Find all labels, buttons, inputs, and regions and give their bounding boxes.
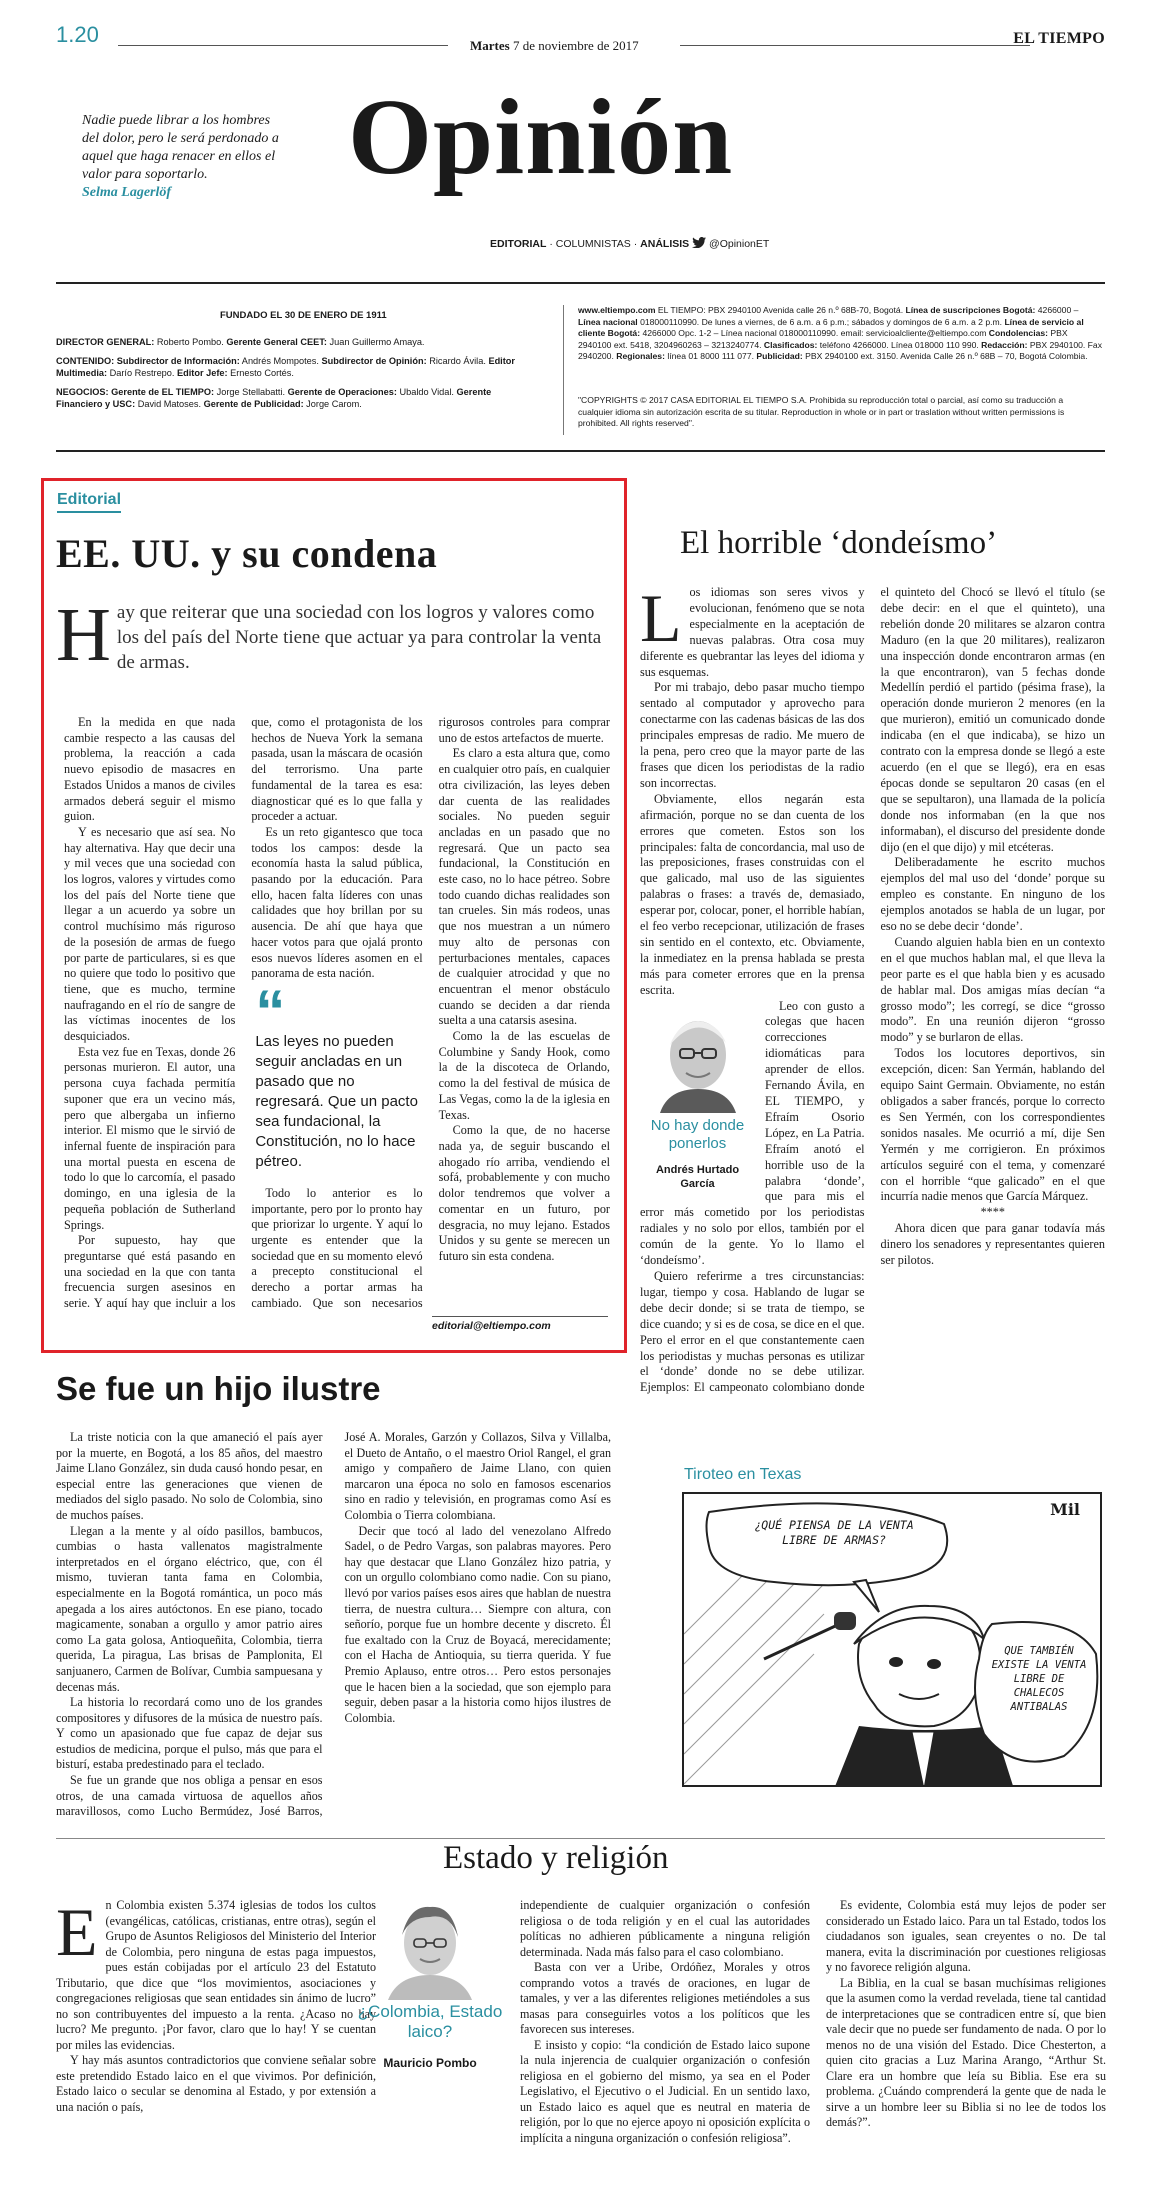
editorial-paragraph: Como la que, de no hacerse nada ya, de seguir buscando el ahogado río arriba, vendiendo el sofá, probablemente y con mucho dolor tendremos que volver a comentar en un futuro, por desgracia, no muy lejano. Estados Unidos y su gente se merecen un futuro sin esta condena.: [438, 1123, 610, 1263]
editorial-body: [64, 715, 610, 1327]
estado-col3: [520, 1898, 810, 2168]
estado-paragraph: Es evidente, Colombia está muy lejos de poder ser considerado un Estado laico. Para un tal Estado, todos los ciudadanos son iguales, sean creyentes o no. De tal manera, evita la discriminación por cuestiones religiosas y no favorece religión alguna.: [826, 1898, 1106, 1974]
header-rule-left: [118, 45, 448, 46]
quote-mark-icon: “: [255, 977, 286, 1045]
founded-line: FUNDADO EL 30 DE ENERO DE 1911: [220, 310, 387, 321]
brand-logo: EL TIEMPO: [1013, 30, 1105, 47]
editorial-paragraph: Como la de las escuelas de Columbine y Sandy Hook, como la de la discoteca de Orlando, como la del festival de música de Las Vegas, como la de la iglesia en Texas.: [438, 1029, 610, 1122]
estado-paragraph: Y hay más asuntos contradictorios que conviene señalar sobre este pretendido Estado laico en el que vivimos. Por definición, Estado laico o secular se denomina al Estado, y por extensión a una nación o país,: [56, 2053, 376, 2114]
obituary-body: [56, 1430, 611, 1820]
column-paragraph: Por mi trabajo, debo pasar mucho tiempo sentado al computador y aprovecho para conectarme con las cadenas básicas de las dos principales empresas de radio. Me muero de la pena, pero creo que la mayor parte de las frases que dicen los periodistas de la radio son incorrectas.: [640, 680, 865, 790]
estado-drop-cap: E: [56, 1894, 98, 1970]
obituary-paragraph: La triste noticia con la que amaneció el país ayer por la muerte, en Bogotá, a los 85 años, del maestro Jaime Llano González, sin duda causó hondo pesar, en especial entre las generaciones que vienen de mediados del siglo pasado. No solo de Colombia, sino de muchos países.: [56, 1430, 323, 1522]
section-title: Opinión: [348, 78, 734, 197]
editorial-email-rule: [432, 1316, 608, 1317]
cartoon-bubble-answer: QUE TAMBIÉN EXISTE LA VENTA LIBRE DE CHALECOS ANTIBALAS: [991, 1645, 1087, 1713]
masthead-contact: www.eltiempo.com EL TIEMPO: PBX 2940100 Avenida calle 26 n.º 68B-70, Bogotá. Línea de suscripciones Bogotá: 4266000 – Línea nacional 018000110990. De lunes a viernes, de 6 a.m. a 6 p.m.; sábados y domingos de 6 a.m. a 2 p.m. Línea de servicio al cliente Bogotá: 4266000 Opc. 1-2 – Línea nacional 018000110990. email: servicioalcliente@eltiempo.com Condolencias: PBX 2940100 ext. 5418, 3204960263 – 3213240774. Clasificados: teléfono 4266000. Línea 018000 110 990. Redacción: PBX 2940100. Fax 2940200. Regionales: línea 01 8000 111 077. Publicidad: PBX 2940100 ext. 3150. Avenida Calle 26 n.º 68B – 70, Bogotá Colombia.: [578, 305, 1103, 362]
masthead-line-3: NEGOCIOS: Gerente de EL TIEMPO: Jorge Stellabatti. Gerente de Operaciones: Ubaldo Vidal. Gerente Financiero y USC: David Matoses. Gerente de Publicidad: Jorge Carom.: [56, 386, 492, 410]
nav-editorial[interactable]: EDITORIAL: [490, 238, 547, 250]
author-photo: [380, 1895, 480, 2000]
estado-author-card: [340, 1895, 520, 2070]
estado-col4: [826, 1898, 1106, 2168]
masthead-line-1: DIRECTOR GENERAL: Roberto Pombo. Gerente General CEET: Juan Guillermo Amaya.: [56, 337, 425, 347]
editorial-paragraph: Esta vez fue en Texas, donde 26 personas murieron. El autor, una persona cuya fachada permitía suponer que era un vecino más, pero que albergaba un infierno interior. El mismo que le sirvió de infernal fuente de inspiración para una mortal puesta en escena de todo lo que lo carcomía, el pasado domingo, en una iglesia de la pequeña población de Sutherland Springs.: [64, 1044, 236, 1232]
nav-twitter-handle[interactable]: @OpinionET: [709, 238, 770, 250]
cartoon-bubble-question: ¿QUÉ PIENSA DE LA VENTA LIBRE DE ARMAS?: [754, 1518, 914, 1547]
epigraph-text: Nadie puede librar a los hombres del dolor, pero le será perdonado a aquel que haga renacer en ellos el valor para soportarlo.: [82, 113, 279, 182]
estado-title: Estado y religión: [443, 1840, 669, 1876]
editorial-email[interactable]: editorial@eltiempo.com: [432, 1320, 551, 1332]
bottom-section-rule: [56, 1838, 1105, 1839]
pullquote-text: Las leyes no pueden seguir ancladas en un pasado que no regresará. Que un pacto sea fundacional, la Constitución, no lo hace pétreo.: [255, 1032, 418, 1170]
obituary-paragraph: Se fue un grande que nos obliga a pensar en esos otros, de una camada virtuosa de aquellos años maravillosos, como Lucho Bermúdez, José Barros, José A. Morales, Garzón y Collazos, Silva y Villalba, el Dueto de Antaño, o el maestro Oriol Rangel, el gran amigo y compañero de Jaime Llano, con quien marcaron una época no solo en famosos escenarios sino en radio y televisión, en programas como Así es Colombia o Tierra colombiana.: [56, 1430, 611, 1819]
column-paragraph: Ahora dicen que para ganar todavía más dinero los senadores y representantes quieren ser pilotos.: [880, 1221, 1105, 1268]
masthead-staff: [56, 336, 536, 411]
editorial-paragraph: En la medida en que nada cambie respecto a las causas del problema, la reacción a cada nuevo episodio de masacres en Estados Unidos a manos de civiles armados deberá seguir el mismo guion.: [64, 715, 236, 824]
epigraph: [82, 112, 282, 202]
column-separator: ****: [980, 1205, 1005, 1220]
column-body: [640, 580, 1105, 1400]
editorial-paragraph: Es claro a esta altura que, como en cualquier otro país, en cualquier otra civilización, las leyes deben dar cuenta de las realidades sociales. No pueden seguir ancladas en un pasado que no regresará. Que un pacto sea fundacional, la Constitución en este caso, no lo hace pétreo. Sobre todo cuando dichas realidades son tan crueles. Sin más rodeos, unas que nos muestran a un número muy alto de personas con perturbaciones mentales, capaces de cualquier atrocidad y que no encuentran el menor obstáculo cuando se deciden a dar rienda suelta a una catarsis asesina.: [438, 746, 610, 1028]
editorial-paragraph: Y es necesario que así sea. No hay alternativa. Hay que decir una y mil veces que una sociedad con los logros, valores y virtudes como los del país del Norte tiene que llegar a un acuerdo ya sobre un control muchísimo más riguroso de la posesión de armas de fuego por parte de particulares, si es que no quiere que todo lo positivo que tiene, que es mucho, termine naufragando en el río de sangre de las víctimas inocentes de los desquiciados.: [64, 824, 236, 1044]
section-nav: EDITORIAL · COLUMNISTAS · ANÁLISIS @OpinionET: [490, 238, 770, 250]
estado-paragraph: independiente de cualquier organización o confesión religiosa o de toda religión y en el cual las autoridades políticas no adhieren públicamente a ninguna religión determinada. Nada más falso para el caso colombiano.: [520, 1898, 810, 1959]
column-paragraph: Quiero referirme a tres circunstancias: lugar, tiempo y cosa. Hablando de lugar se debe decir donde; si se trata de tiempo, se dice cuando; y si es de cosa, se dice en el que. Pero el error en el que constantemente caen los periodistas y muchas personas es utilizar el ‘donde’ donde no se debe utilizar. Ejemplos: El campeonato colombiano donde el quinteto del Chocó se llevó el título (se debe decir: en el que el quinteto), una rebelión donde 20 militares se alzaron contra Maduro (en la que 20 militares), realizaron una inspección donde encontraron armas (en la que encontraron), van 5 fechas donde Medellín perdió el partido (pésima frase), la operación donde murieron 2 menores (en la que murieron), emitió un comunicado donde indicaba (en el que indicaba), se hizo un contrato con la empresa donde se llegó a este acuerdo (en el que se llegó), era en esas épocas donde se sepultaron 20 casas (en el que se sepultaron), una llamada de la policía donde nos informaban (en la que nos informaban), el discurso del presidente donde dijo (en el que dijo) y mil etcéteras.: [640, 585, 1105, 1395]
column-title: El horrible ‘dondeísmo’: [680, 525, 998, 561]
column-drop-cap: L: [640, 580, 682, 656]
masthead-bottom-rule: [56, 450, 1105, 452]
estado-photo-caption: ¿Colombia, Estado laico?: [357, 2002, 503, 2041]
estado-paragraph: Basta con ver a Uribe, Ordóñez, Morales y otros comprando votos a través de oraciones, en lugar de tamales, y ver a las diferentes religiones metiéndoles a sus masas para conseguirles votos a los políticos que les favorecen sus intereses.: [520, 1960, 810, 2036]
cartoon-title: Tiroteo en Texas: [684, 1466, 802, 1483]
estado-author: Mauricio Pombo: [383, 2056, 477, 2070]
editorial-lead-text: ay que reiterar que una sociedad con los logros y valores como los del país del Norte tiene que actuar ya para controlar la venta de armas.: [116, 602, 602, 673]
estado-paragraph: La Biblia, en la cual se basan muchísimas religiones que la asumen como la verdad revelada, tiene tal cantidad de interpretaciones que se contradicen entre sí, que bien vale decir que no puede ser fundamento de nada. O por lo menos no de una visión del Estado. Dice Chesterton, a quien cito gracias a Luz Marina Arango, “Arthur St. Clare era un hombre que leía su Biblia. Ese era su problema. ¿Cuándo comprenderá la gente que de nada le sirve a un hombre leer su Biblia si no lee de todos los demás?”.: [826, 1975, 1106, 2129]
editorial-drop-cap: H: [56, 593, 111, 677]
masthead-top-rule: [56, 282, 1105, 284]
editorial-paragraph: Todo lo anterior es lo importante, pero por lo pronto hay que priorizar lo urgente. Y aquí lo urgente es entender que la sociedad que en su momento elevó a precepto constitucional el derecho a portar armas ha cambiado. Que son necesarios rigurosos controles para comprar uno de estos artefactos de muerte.: [251, 715, 610, 1310]
estado-paragraph: E insisto y copio: “la condición de Estado laico supone la nula injerencia de cualquier organización o confesión religiosa en el gobierno del mismo, ya sea en el Poder Legislativo, el Ejecutivo o el Judicial. En un sentido laxo, un Estado laico es aquel que es neutral en materia de religión, por lo que no ejerce apoyo ni oposición explícita o implícita a ninguna organización o confesión religiosa”.: [520, 2037, 810, 2145]
masthead-copyright: "COPYRIGHTS © 2017 CASA EDITORIAL EL TIEMPO S.A. Prohibida su reproducción total o parcial, así como su traducción a cualquier idioma sin autorización escrita de su titular. Reproduction in whole or in part or traslation without written permissions is prohibited. All rights reserved".: [578, 395, 1065, 429]
header-rule-right: [680, 45, 1030, 46]
nav-analisis[interactable]: ANÁLISIS: [640, 238, 690, 250]
cartoon-signature: Mil: [1050, 1500, 1080, 1519]
obituary-paragraph: La historia lo recordará como uno de los grandes compositores y difusores de la música de nuestro país. Y como un apasionado que fue capaz de dejar sus estudios de medicina, porque el pulso, más que para el bisturí, estaba predestinado para el teclado.: [56, 1695, 323, 1772]
columnist-card: [640, 1003, 755, 1191]
columnist-photo: [648, 1003, 748, 1113]
estado-col1: [56, 1894, 376, 2168]
obituary-paragraph: Decir que tocó al lado del venezolano Alfredo Sadel, o de Pedro Vargas, son palabras mayores. Pero hay que destacar que Llano González hizo patria, y con un orgullo colombiano como nadie. Con su piano, llevó por varios países esos aires que hablan de nuestra tierra, de nuestra cultura… Siempre con altura, con señorío, porque fue un hombre decente y discreto. Él fue exaltado con la Cruz de Boyacá, merecidamente; con el Hacha de Antioquia, su tierra querida. Y fue Premio Aplauso, entre otros… Pero estos personajes que le hacen bien a la sociedad, que son ejemplo para seguir, deben pasar a la historia como hijos ilustres de Colombia.: [344, 1523, 611, 1725]
obituary-paragraph: Llegan a la mente y al oído pasillos, bambucos, cumbias o hasta vallenatos magistralmente interpretados en el órgano eléctrico, que, con él mismo, tuvieran tanta fama en Colombia, especialmente en la Bogotá romántica, un poco más apegada a los aires autóctonos. En ese piano, tocado magicamente, sonaban a orgullo y amor patrio aires como La gata golosa, Antioqueñita, Colombia, tierra querida, La piragua, Las brisas de Pamplonita, El sanjuanero, Carmen de Bolívar, Cumbia sampuesana y decenas más.: [56, 1523, 323, 1694]
column-paragraph: Cuando alguien habla bien en un contexto en el que muchos hablan mal, el que lleva la peor parte es el que habla bien y es acusado de hablar mal. Dos amigas mías decían “a grosso modo”; les corregí, se dice “grosso modo”. En una reunión dijeron “grosso modo” y se burlaron de ellas.: [880, 934, 1105, 1045]
issue-date: Martes 7 de noviembre de 2017: [470, 38, 639, 53]
editorial-tag: Editorial: [57, 491, 121, 513]
editorial-lead: [56, 593, 604, 677]
column-paragraph: Obviamente, ellos negarán esta afirmación, porque no se dan cuenta de los errores que cometen. Estos son los principales: falta de concordancia, mal uso de las preposiciones, frases construidas con el que galicado, mal uso de las siguientes palabras o frases: a través de, demasiado, esperar por, colocar, poner, el horrible habían, el feo verbo recepcionar, utilización de frases sin sentido en el contexto, etc. Obviamente, la inmediatez en la prensa hablada se presta más para cometer errores que en la prensa escrita.: [640, 791, 865, 997]
obituary-title: Se fue un hijo ilustre: [56, 1370, 381, 1407]
masthead-divider: [563, 305, 564, 435]
cartoon-frame: [682, 1492, 1102, 1787]
epigraph-author: Selma Lagerlöf: [82, 185, 172, 200]
column-paragraph: Deliberadamente he escrito muchos ejemplos del mal uso del ‘donde’ porque su empleo es constante. En ninguno de los ejemplos anotados se habla de un lugar, por eso no se debe decir ‘donde’.: [880, 855, 1105, 934]
columnist-caption: No hay donde ponerlos: [650, 1116, 745, 1152]
column-paragraph: Leo con gusto a colegas que hacen correcciones idiomáticas para aprender de ellos. Fernando Ávila, en EL TIEMPO, y Efraím Osorio López, en La Patria. Efraím anotó el horrible uso de la palabra ‘donde’, que para mis el error más cometido por los periodistas radiales y no solo por ellos, también por el común de la gente. Yo lo llamo el ‘dondeísmo’.: [640, 998, 865, 1268]
twitter-icon: [692, 237, 706, 248]
estado-paragraph: En Colombia existen 5.374 iglesias de todos los cultos (evangélicas, católicas, cristianas, entre otras), según el Grupo de Asuntos Religiosos del Ministerio del Interior de Colombia, pero ninguna de estas paga impuestos, pues están cobijadas por el artículo 23 del Estatuto Tributario, que dice que “los movimientos, asociaciones y congregaciones religiosas que sean entidades sin ánimo de lucro” no son contribuyentes del impuesto a la renta. ¿Acaso no hay lucro? Me pregunto. ¡Por favor, claro que lo hay! Y se cuentan por miles las evidencias.: [56, 1894, 376, 2052]
column-paragraph: Todos los locutores deportivos, sin excepción, dicen: San Yermán, hablando del equipo Saint Germain. Obviamente, no están obligados a saber francés, porque lo correcto es Sen Yermén, con los correspondientes sonidos nasales. Me ocurrió a mí, dije Sen Yermén y me corrigieron. En próximos artículos seguiré con el tema, y comenzaré con el horrible “que galicado” en el que incurría nadie menos que García Márquez.: [880, 1046, 1105, 1204]
editorial-paragraph: Es un reto gigantesco que toca todos los campos: desde la economía hasta la salud pública, pasando por la educación. Para ello, hacen falta líderes con unas calidades que hoy brillan por su ausencia. De ahí que haya que hacer votos para que ojalá pronto esos nuevos líderes asomen en el panorama de esta nación.: [251, 824, 423, 981]
editorial-title: EE. UU. y su condena: [56, 531, 438, 576]
column-paragraph: Los idiomas son seres vivos y evolucionan, fenómeno que se nota especialmente en la aceptación de nuevas palabras. Otra cosa muy diferente es quebrantar las leyes del idioma y sus esquemas.: [640, 580, 865, 679]
masthead-line-2: CONTENIDO: Subdirector de Información: Andrés Mompotes. Subdirector de Opinión: Ricardo Ávila. Editor Multimedia: Darío Restrepo. Editor Jefe: Ernesto Cortés.: [56, 355, 515, 379]
columnist-name: Andrés Hurtado García: [655, 1163, 740, 1190]
editorial-paragraph: Por supuesto, hay que preguntarse qué está pasando en una sociedad en la que con tanta frecuencia surgen asesinos en serie. Y aquí hay que incluir a los que, como el protagonista de los hechos de Nueva York la semana pasada, usan la máscara de ocasión del terrorismo. Una parte fundamental de la tarea es esa: diagnosticar qué es lo que falla y proceder a actuar.: [64, 715, 423, 1311]
pullquote: [251, 977, 422, 1182]
nav-columnistas[interactable]: COLUMNISTAS: [555, 238, 631, 250]
page-number: 1.20: [56, 22, 99, 47]
